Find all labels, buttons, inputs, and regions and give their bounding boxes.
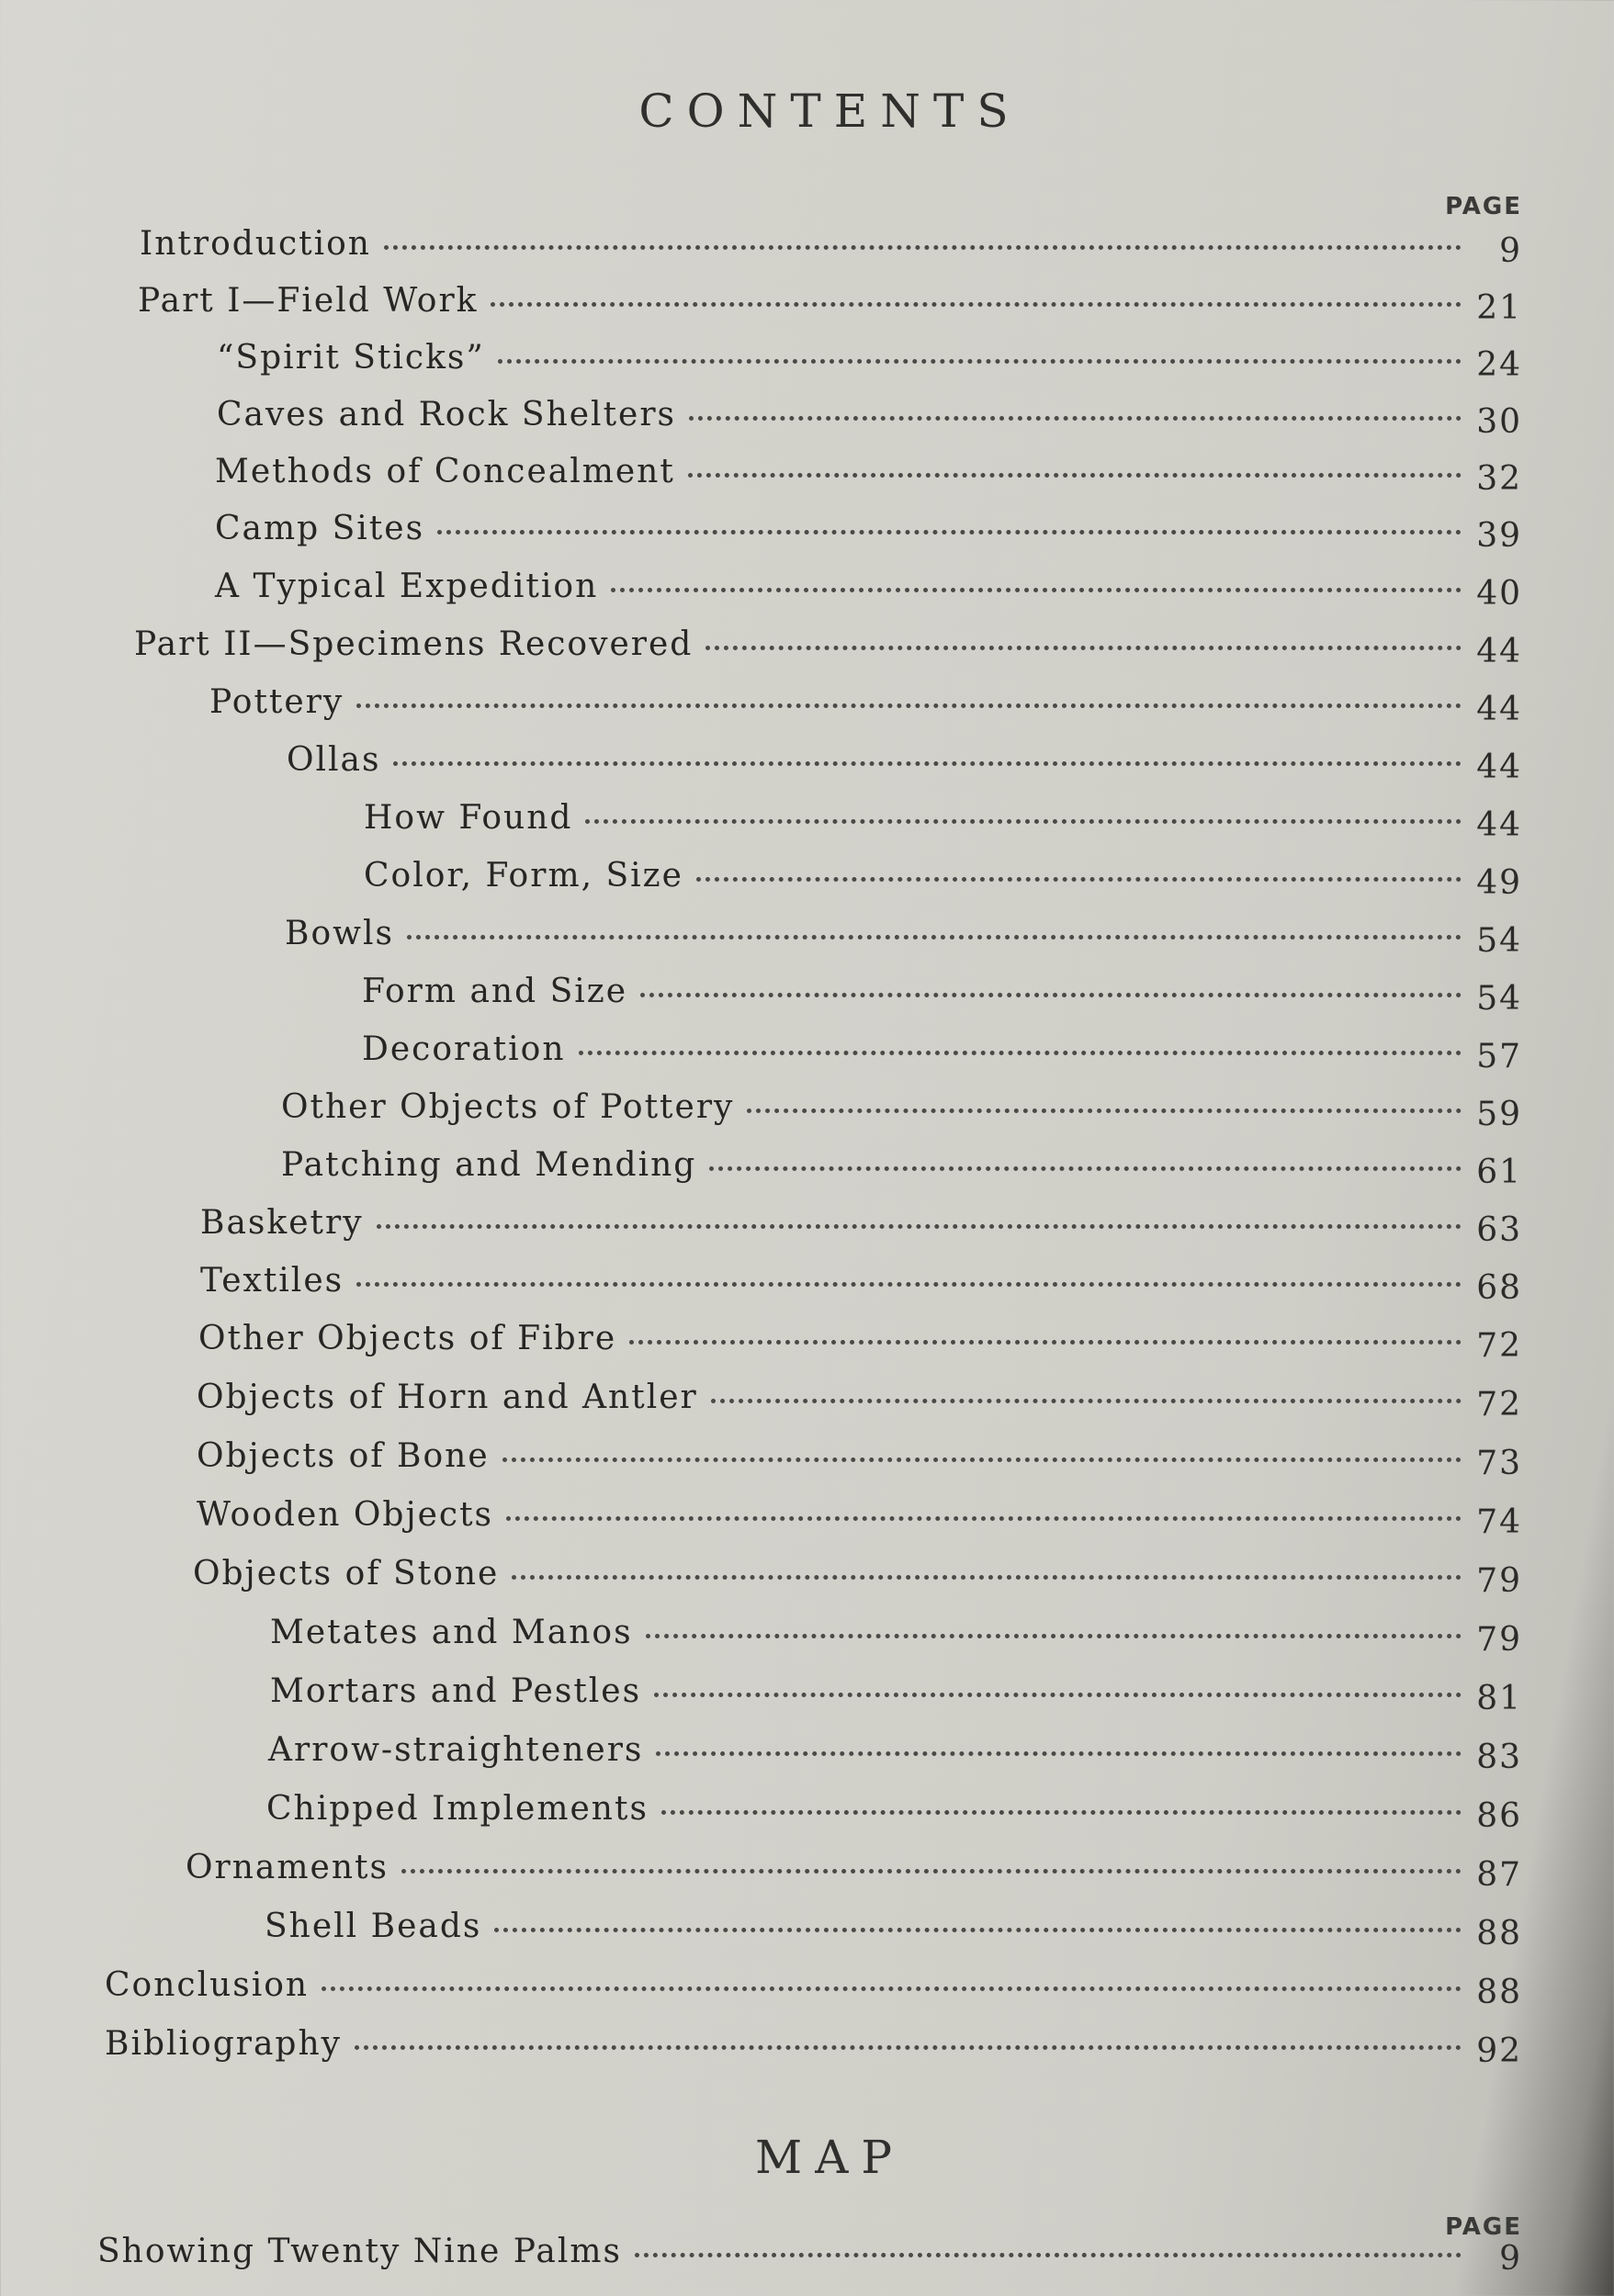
toc-entry-chipped-implements[interactable] (266, 1778, 1522, 1835)
dot-leader (705, 646, 1462, 650)
toc-entry-arrow-straighteners[interactable] (268, 1719, 1522, 1776)
toc-entry-page: 32 (1476, 460, 1522, 498)
toc-entry-title: Basketry (200, 1204, 364, 1242)
toc-entry-how-found[interactable] (364, 787, 1522, 844)
map-heading: MAP (755, 2131, 905, 2184)
toc-entry-page: 81 (1476, 1680, 1522, 1717)
dot-leader (585, 819, 1462, 824)
toc-entry-page: 57 (1476, 1038, 1522, 1075)
toc-entry-page: 63 (1476, 1211, 1522, 1249)
toc-entry-camp-sites[interactable] (215, 498, 1522, 555)
toc-entry-spirit-sticks[interactable] (217, 327, 1522, 384)
dot-leader (640, 993, 1462, 997)
toc-entry-title: Metates and Manos (270, 1614, 633, 1651)
toc-entry-other-fibre[interactable] (198, 1308, 1522, 1365)
toc-entry-mortars-pestles[interactable] (270, 1660, 1522, 1717)
toc-entry-title: Objects of Bone (197, 1437, 490, 1475)
toc-entry-part-1[interactable] (138, 270, 1522, 327)
toc-entry-title: Textiles (200, 1262, 344, 1300)
dot-leader (356, 703, 1462, 708)
dot-leader (635, 2253, 1462, 2257)
toc-entry-patching-mending[interactable] (281, 1134, 1522, 1191)
toc-entry-title: Mortars and Pestles (270, 1672, 642, 1710)
toc-entry-metates-manos[interactable] (270, 1602, 1522, 1659)
toc-entry-title: Bibliography (105, 2025, 342, 2063)
toc-entry-ollas[interactable] (287, 729, 1522, 786)
dot-leader (656, 1751, 1462, 1756)
toc-entry-page: 30 (1476, 403, 1522, 441)
toc-entry-title: Other Objects of Pottery (281, 1088, 735, 1126)
toc-entry-page: 24 (1476, 346, 1522, 384)
toc-entry-page: 40 (1476, 575, 1522, 613)
toc-entry-page: 9 (1499, 232, 1522, 270)
toc-entry-title: Objects of Stone (193, 1555, 500, 1593)
dot-leader (611, 588, 1462, 592)
toc-entry-decoration[interactable] (362, 1019, 1522, 1075)
toc-entry-basketry[interactable] (200, 1192, 1522, 1249)
dot-leader (512, 1575, 1462, 1580)
page-column-label: PAGE (1445, 193, 1522, 220)
toc-entry-bibliography[interactable] (105, 2013, 1522, 2070)
toc-entry-title: Conclusion (105, 1966, 310, 2004)
toc-entry-title: Color, Form, Size (364, 857, 683, 895)
toc-entry-typical-expedition[interactable] (215, 556, 1522, 613)
toc-entry-title: Caves and Rock Shelters (217, 396, 677, 433)
toc-entry-page: 88 (1476, 1974, 1522, 2011)
dot-leader (629, 1340, 1462, 1345)
toc-entry-page: 92 (1476, 2032, 1522, 2070)
map-page-column-label: PAGE (1445, 2213, 1522, 2241)
toc-entry-title: Decoration (362, 1030, 566, 1068)
dot-leader (384, 245, 1462, 250)
toc-entry-wooden[interactable] (197, 1484, 1522, 1541)
toc-entry-page: 44 (1476, 633, 1522, 670)
toc-entry-shell-beads[interactable] (265, 1896, 1522, 1953)
toc-entry-page: 79 (1476, 1621, 1522, 1659)
toc-entry-form-and-size[interactable] (362, 961, 1522, 1018)
toc-entry-title: Camp Sites (215, 510, 425, 547)
map-entry-twenty-nine-palms[interactable] (97, 2221, 1522, 2278)
toc-entry-page: 39 (1476, 517, 1522, 555)
dot-leader (407, 935, 1462, 940)
dot-leader (355, 2045, 1462, 2050)
toc-entry-page: 86 (1476, 1797, 1522, 1835)
toc-entry-color-form-size[interactable] (364, 845, 1522, 902)
toc-entry-part-2[interactable] (134, 613, 1522, 670)
toc-entry-title: Chipped Implements (266, 1790, 649, 1828)
dot-leader (322, 1986, 1462, 1991)
toc-entry-page: 73 (1476, 1445, 1522, 1482)
toc-entry-page: 72 (1476, 1386, 1522, 1424)
toc-entry-title: Form and Size (362, 973, 628, 1010)
toc-entry-concealment[interactable] (215, 441, 1522, 498)
toc-entry-page: 44 (1476, 748, 1522, 786)
toc-entry-page: 54 (1476, 980, 1522, 1018)
dot-leader (494, 1928, 1462, 1932)
toc-entry-title: Part II—Specimens Recovered (134, 625, 694, 663)
toc-entry-page: 54 (1476, 922, 1522, 960)
dot-leader (688, 473, 1462, 478)
toc-entry-title: Ornaments (186, 1849, 389, 1886)
toc-entry-page: 44 (1476, 691, 1522, 728)
map-entry-page: 9 (1499, 2240, 1522, 2278)
toc-entry-title: How Found (364, 799, 573, 837)
dot-leader (401, 1869, 1462, 1874)
toc-entry-caves[interactable] (217, 384, 1522, 441)
toc-entry-page: 74 (1476, 1503, 1522, 1541)
toc-entry-title: Objects of Horn and Antler (197, 1379, 698, 1416)
dot-leader (393, 761, 1462, 766)
toc-entry-title: Part I—Field Work (138, 282, 479, 320)
dot-leader (491, 302, 1462, 307)
toc-entry-title: Other Objects of Fibre (198, 1320, 617, 1357)
toc-entry-title: Patching and Mending (281, 1146, 697, 1184)
dot-leader (579, 1051, 1462, 1055)
map-entry-title: Showing Twenty Nine Palms (97, 2233, 622, 2270)
toc-entry-title: Introduction (140, 225, 371, 263)
toc-entry-pottery[interactable] (209, 671, 1522, 728)
dot-leader (711, 1399, 1462, 1403)
dot-leader (646, 1634, 1462, 1638)
toc-entry-page: 79 (1476, 1562, 1522, 1600)
toc-entry-stone[interactable] (193, 1543, 1522, 1600)
toc-entry-title: “Spirit Sticks” (217, 339, 485, 377)
toc-entry-title: Pottery (209, 683, 344, 721)
toc-entry-page: 88 (1476, 1915, 1522, 1953)
toc-entry-bone[interactable] (197, 1425, 1522, 1482)
toc-entry-page: 87 (1476, 1856, 1522, 1894)
dot-leader (498, 359, 1462, 364)
toc-entry-title: Bowls (285, 915, 394, 952)
toc-entry-ornaments[interactable] (186, 1837, 1522, 1894)
toc-entry-page: 68 (1476, 1269, 1522, 1307)
contents-heading: CONTENTS (638, 84, 1021, 138)
toc-entry-title: Ollas (287, 741, 381, 779)
toc-entry-other-pottery[interactable] (281, 1076, 1522, 1133)
dot-leader (747, 1109, 1462, 1113)
dot-leader (709, 1166, 1462, 1171)
toc-entry-title: Methods of Concealment (215, 453, 675, 490)
dot-leader (437, 530, 1462, 535)
dot-leader (377, 1224, 1462, 1229)
dot-leader (696, 877, 1462, 882)
dot-leader (654, 1693, 1462, 1697)
toc-entry-title: A Typical Expedition (215, 568, 599, 605)
toc-entry-horn-antler[interactable] (197, 1367, 1522, 1424)
dot-leader (689, 416, 1462, 421)
toc-entry-title: Shell Beads (265, 1908, 482, 1945)
dot-leader (661, 1810, 1462, 1815)
toc-entry-bowls[interactable] (285, 903, 1522, 960)
toc-entry-page: 72 (1476, 1327, 1522, 1365)
dot-leader (506, 1516, 1462, 1521)
toc-entry-page: 21 (1476, 289, 1522, 327)
toc-entry-title: Arrow-straighteners (268, 1731, 644, 1769)
toc-entry-page: 61 (1476, 1154, 1522, 1191)
dot-leader (502, 1458, 1462, 1462)
toc-entry-page: 44 (1476, 806, 1522, 844)
toc-entry-page: 83 (1476, 1739, 1522, 1776)
toc-entry-page: 49 (1476, 864, 1522, 902)
toc-entry-textiles[interactable] (200, 1250, 1522, 1307)
toc-entry-conclusion[interactable] (105, 1954, 1522, 2011)
dot-leader (356, 1282, 1462, 1287)
toc-entry-title: Wooden Objects (197, 1496, 494, 1534)
toc-entry-introduction[interactable] (140, 213, 1522, 270)
toc-entry-page: 59 (1476, 1096, 1522, 1133)
